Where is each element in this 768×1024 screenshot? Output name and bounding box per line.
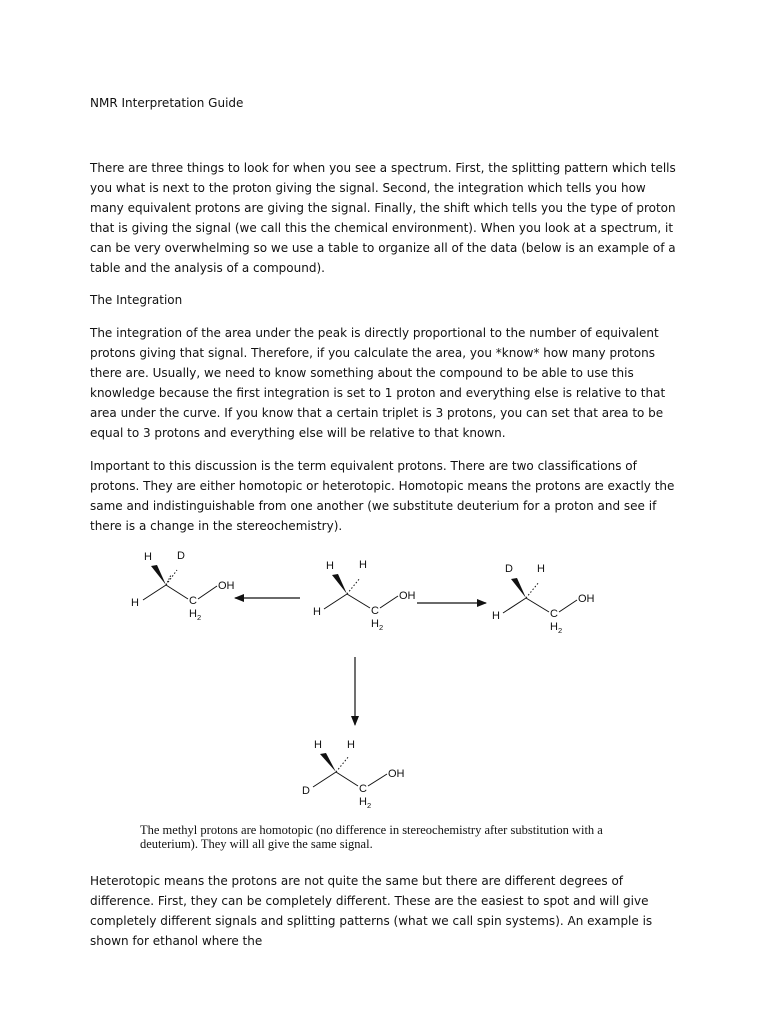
oh-group-label: OH bbox=[218, 580, 235, 592]
integration-paragraph: The integration of the area under the peak is directly proportional to the number of equivalent protons giving that signal. Therefore, if you calculate the area, you *know* how many protons there are. Usually, we need to know something about the compound to be able to use this knowledge because the first integration is set to 1 proton and everything else is relative to that area under the curve. If you know that a certain triplet is 3 protons, you can set that area to be equal to 3 protons and everything else will be relative to that known. bbox=[90, 326, 666, 440]
atom-d-label: D bbox=[505, 563, 513, 575]
subscript-2-label: 2 bbox=[197, 613, 202, 622]
subscript-2-label: 2 bbox=[558, 626, 563, 635]
atom-c-label: C bbox=[359, 783, 367, 795]
atom-h-label: H bbox=[371, 618, 379, 630]
section-heading-integration: The Integration bbox=[90, 293, 183, 307]
atom-c-label: C bbox=[550, 608, 558, 620]
molecule-right bbox=[492, 563, 595, 635]
oh-group-label: OH bbox=[578, 593, 595, 605]
atom-h-label: H bbox=[313, 606, 321, 618]
atom-h-label: H bbox=[550, 621, 558, 633]
atom-h-label: H bbox=[492, 610, 500, 622]
intro-paragraph: There are three things to look for when you see a spectrum. First, the splitting pattern which tells you what is next to the proton giving the signal. Second, the integration which tells you how many equivalent protons are giving the signal. Finally, the shift which tells you the type of proton that is giving the signal (we call this the chemical environment). When you look at a spectrum, it can be very overwhelming so we use a table to organize all of the data (below is an example of a table and the analysis of a compound). bbox=[90, 161, 676, 275]
oh-group-label: OH bbox=[388, 768, 405, 780]
subscript-2-label: 2 bbox=[379, 623, 384, 632]
atom-h-label: H bbox=[144, 551, 152, 563]
molecule-left bbox=[131, 550, 235, 622]
document-title: NMR Interpretation Guide bbox=[90, 96, 244, 110]
atom-h-label: H bbox=[189, 608, 197, 620]
atom-h-label: H bbox=[314, 739, 322, 751]
atom-h-label: H bbox=[537, 563, 545, 575]
diagram-caption: The methyl protons are homotopic (no difference in stereochemistry after substitution with a deuterium). They will all give the same signal. bbox=[140, 823, 603, 851]
heterotopic-paragraph: Heterotopic means the protons are not quite the same but there are different degrees of difference. First, they can be completely different. These are the easiest to spot and will give completely different signals and splitting patterns (what we call spin systems). An example is shown for ethanol where the bbox=[90, 874, 653, 948]
atom-h-label: H bbox=[347, 739, 355, 751]
atom-h-label: H bbox=[359, 796, 367, 808]
atom-d-label: D bbox=[177, 550, 185, 562]
atom-d-label: D bbox=[302, 785, 310, 797]
atom-c-label: C bbox=[371, 605, 379, 617]
atom-h-label: H bbox=[326, 560, 334, 572]
equivalent-protons-paragraph: Important to this discussion is the term equivalent protons. There are two classifications of protons. They are either homotopic or heterotopic. Homotopic means the protons are exactly the same and indistinguishable from one another (we substitute deuterium for a proton and see if there is a change in the stereochemistry). bbox=[90, 459, 675, 533]
subscript-2-label: 2 bbox=[367, 801, 372, 810]
atom-h-label: H bbox=[359, 559, 367, 571]
oh-group-label: OH bbox=[399, 590, 416, 602]
atom-h-label: H bbox=[131, 597, 139, 609]
atom-c-label: C bbox=[189, 595, 197, 607]
molecule-bottom bbox=[302, 739, 405, 810]
molecule-center bbox=[313, 559, 416, 632]
